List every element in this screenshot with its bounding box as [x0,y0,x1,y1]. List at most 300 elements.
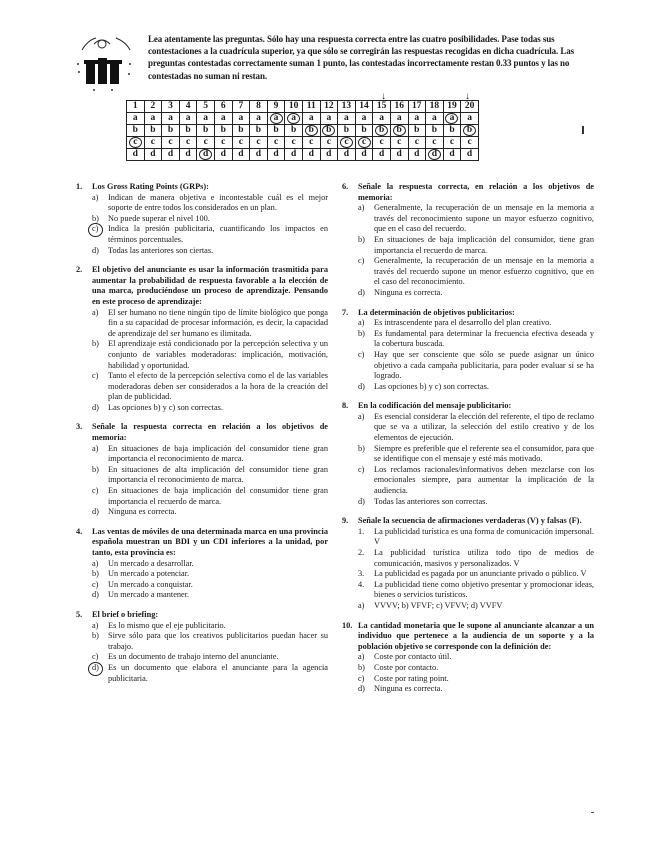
grid-cell-11-a[interactable] [302,113,320,125]
answer-option[interactable] [92,246,328,257]
grid-number: 14 [355,101,373,113]
grid-cell-10-b[interactable] [285,125,303,137]
page-mark [591,812,594,813]
option-text: Coste por rating point. [374,673,449,683]
answer-option[interactable] [358,652,594,663]
answer-option[interactable] [358,203,594,235]
option-letter: a) [92,558,99,568]
grid-number: 7 [232,101,250,113]
answer-option[interactable] [358,601,594,612]
grid-cell-12-b[interactable] [320,125,338,137]
grid-cell-8-c[interactable] [250,137,268,149]
question-7 [342,308,594,393]
grid-letter: b [343,125,350,135]
grid-cell-11-c[interactable] [302,137,320,149]
answer-option[interactable] [358,527,594,548]
grid-cell-13-c[interactable] [338,137,356,149]
grid-number: 8 [250,101,268,113]
grid-letter: d [396,149,402,159]
grid-letter: d [414,149,420,159]
grid-cell-15-b[interactable] [373,125,391,137]
grid-letter: c [168,137,173,147]
grid-letter: a [220,113,226,123]
answer-option[interactable] [92,465,328,486]
question-number: 4. [76,526,83,536]
option-text: En situaciones de baja implicación del consumidor tiene gran importancia el reconocimiento de marca. [108,443,328,464]
grid-cell-20-b[interactable] [461,125,479,137]
grid-cell-17-c[interactable] [408,137,426,149]
option-letter: a) [92,192,99,202]
grid-cell-10-a[interactable] [285,113,303,125]
grid-letter: d [308,149,314,159]
grid-cell-20-c[interactable] [461,137,479,149]
grid-cell-13-b[interactable] [338,125,356,137]
grid-letter: c [129,137,142,148]
option-text: Tanto el efecto de la percepción selectiva como el de las variables moderadoras deben ser considerados a la hora de la creación del plan de publicidad. [108,371,328,402]
grid-letter: c [150,137,155,147]
answer-option[interactable] [92,193,328,214]
grid-cell-11-b[interactable] [302,125,320,137]
grid-letter: b [203,125,209,135]
question-text: Señale la respuesta correcta en relación a los objetivos de memoria: [92,422,328,443]
grid-cell-15-d[interactable] [373,149,391,161]
grid-cell-3-a[interactable] [162,113,180,125]
option-text: Es intrascendente para el desarrollo del plan creativo. [374,318,552,328]
grid-cell-19-d[interactable] [443,149,461,161]
grid-cell-4-a[interactable] [179,113,197,125]
option-letter: c) [358,349,365,359]
option-text: Es un documento de trabajo interno del anunciante. [108,652,279,662]
answer-option[interactable] [358,318,594,329]
grid-letter: d [220,149,226,159]
grid-letter: d [167,149,174,159]
grid-letter: a [256,113,261,123]
answer-option[interactable] [358,684,594,695]
grid-letter: a [308,113,314,123]
grid-cell-9-d[interactable] [267,149,285,161]
grid-number: 20 [461,101,479,113]
answer-option[interactable] [358,580,594,601]
option-letter: a) [92,620,99,630]
answer-option[interactable] [92,590,328,601]
grid-cell-16-d[interactable] [390,149,408,161]
option-text: Hay que ser consciente que sólo se puede asignar un único objetivo a cada campaña publicitaria, para poder evaluar si se ha logrado. [374,349,594,381]
grid-cell-12-a[interactable] [320,113,338,125]
option-text: Ninguna es correcta. [108,507,177,517]
option-letter: d) [92,507,99,517]
grid-cell-1-d[interactable] [127,149,145,161]
question-5 [76,610,328,684]
grid-number: 1 [127,101,145,113]
question-heading [76,610,328,621]
option-text: Un mercado a conquistar. [108,579,193,589]
option-text: La publicidad turística es una forma de comunicación impersonal. V [374,526,594,547]
grid-cell-14-a[interactable] [355,113,373,125]
grid-cell-8-b[interactable] [250,125,268,137]
grid-letter: c [432,137,437,147]
option-text: Es lo mismo que el eje publicitario. [108,620,226,630]
option-letter: b) [358,662,365,672]
answer-option[interactable] [92,569,328,580]
grid-cell-8-a[interactable] [250,113,268,125]
answer-option[interactable] [358,497,594,508]
answer-option[interactable] [358,412,594,444]
questions-left-column [76,182,328,693]
answer-option[interactable] [92,652,328,663]
grid-cell-2-d[interactable] [144,149,162,161]
answer-option[interactable] [92,214,328,225]
grid-cell-14-d[interactable] [355,149,373,161]
grid-letter: c [414,137,419,147]
answer-option[interactable] [92,371,328,403]
question-heading [342,308,594,319]
option-letter: c) [92,371,99,381]
option-text: Generalmente, la recuperación de un mensaje en la memoria a través del recuerdo supone un menor esfuerzo cognitivo, que en el caso del reconocimiento. [374,256,594,287]
grid-letter: c [379,137,384,147]
answer-option[interactable] [358,288,594,299]
option-text: Ninguna es correcta. [374,684,443,694]
grid-letter: b [290,125,297,135]
answer-option[interactable] [358,382,594,393]
question-number: 7. [342,307,349,317]
grid-letter: b [414,125,420,135]
option-text: La publicidad tiene como objetivo presentar y promocionar ideas, bienes o servicios turísticos. [374,579,594,600]
grid-cell-11-d[interactable] [302,149,320,161]
grid-cell-17-a[interactable] [408,113,426,125]
option-letter: a) [92,307,99,317]
grid-letter: d [290,149,297,159]
grid-cell-5-d[interactable] [197,149,215,161]
grid-cell-10-d[interactable] [285,149,303,161]
grid-cell-16-c[interactable] [390,137,408,149]
question-number: 2. [76,265,83,275]
grid-cell-17-b[interactable] [408,125,426,137]
grid-cell-7-a[interactable] [232,113,250,125]
option-text: En situaciones de alta implicación del consumidor tiene gran importancia el reconocimiento de marca. [108,464,328,485]
question-text: El objetivo del anunciante es usar la información trasmitida para aumentar la probabilidad de respuesta favorable a la elección de una marca, produciéndose un proceso de aprendizaje. Pensando en este proceso de aprendizaje: [92,265,328,306]
option-letter: a) [358,318,365,328]
grid-letter: c [358,137,371,148]
grid-letter: c [397,137,402,147]
grid-cell-6-c[interactable] [214,137,232,149]
option-letter: d) [92,245,99,255]
option-text: Siempre es preferible que el referente sea el consumidor, para que se identifique con el mensaje y esté más motivado. [374,443,594,464]
grid-number: 17 [408,101,426,113]
option-letter: c) [358,464,365,474]
option-text: Ninguna es correcta. [374,287,443,297]
margin-mark [582,126,584,134]
answer-option[interactable] [358,569,594,580]
grid-cell-14-b[interactable] [355,125,373,137]
grid-cell-13-a[interactable] [338,113,356,125]
grid-cell-18-b[interactable] [426,125,444,137]
question-1 [76,182,328,256]
grid-cell-3-c[interactable] [162,137,180,149]
grid-letter: b [273,125,279,135]
option-letter: a) [358,411,365,421]
grid-letter: d [361,149,367,159]
answer-option[interactable] [92,339,328,371]
option-letter: c) [92,652,99,662]
question-number: 10. [342,620,353,630]
option-text: Coste por contacto útil. [374,652,452,662]
option-letter: d) [358,496,365,506]
question-heading [342,182,594,203]
grid-cell-10-c[interactable] [285,137,303,149]
answer-option[interactable] [92,663,328,684]
grid-cell-18-c[interactable] [426,137,444,149]
answer-option[interactable] [92,631,328,652]
grid-cell-8-d[interactable] [250,149,268,161]
question-6 [342,182,594,299]
grid-letter: c [221,137,226,147]
grid-letter: a [432,113,437,123]
grid-cell-15-a[interactable] [373,113,391,125]
option-text: Es fundamental para determinar la frecuencia efectiva deseada y la cobertura buscada. [374,328,594,349]
grid-cell-2-b[interactable] [144,125,162,137]
question-heading [76,527,328,559]
grid-number: 19 [443,101,461,113]
grid-number: 3 [162,101,180,113]
grid-cell-3-b[interactable] [162,125,180,137]
grid-letter: a [467,113,472,123]
option-text: Indica la presión publicitaria, cuantificando los impactos en términos porcentuales. [108,224,328,244]
answer-option[interactable] [92,224,328,245]
grid-letter: d [150,149,156,159]
grid-number: 9 [267,101,285,113]
grid-letter: d [132,149,138,159]
answer-option[interactable] [358,465,594,497]
option-letter: 4. [358,579,365,589]
grid-cell-12-c[interactable] [320,137,338,149]
answer-option[interactable] [92,486,328,507]
option-letter: b) [358,443,365,453]
answer-option[interactable] [358,674,594,685]
option-letter: b) [92,569,99,579]
grid-cell-18-d[interactable] [426,149,444,161]
grid-letter: b [220,125,226,135]
answer-option[interactable] [92,444,328,465]
option-letter: d) [92,402,99,412]
grid-number: 18 [426,101,444,113]
answer-option[interactable] [92,507,328,518]
grid-letter: b [463,125,476,136]
grid-number: 6 [214,101,232,113]
grid-cell-4-b[interactable] [179,125,197,137]
question-2 [76,265,328,413]
grid-letter: b [185,125,191,135]
grid-number: 4 [179,101,197,113]
question-text: En la codificación del mensaje publicitario: [358,401,512,411]
option-letter: c) [358,256,365,266]
arrow-q13-icon: ↓ [381,91,386,102]
grid-cell-14-c[interactable] [355,137,373,149]
option-letter: a) [358,203,365,213]
question-number: 1. [76,182,83,191]
grid-cell-2-a[interactable] [144,113,162,125]
grid-cell-5-a[interactable] [197,113,215,125]
option-letter: 1. [358,526,365,536]
grid-letter: a [270,113,283,124]
grid-cell-9-b[interactable] [267,125,285,137]
question-heading [342,401,594,412]
grid-cell-4-d[interactable] [179,149,197,161]
answer-option[interactable] [358,444,594,465]
option-text: Las opciones b) y c) son correctas. [108,402,223,412]
grid-cell-5-b[interactable] [197,125,215,137]
answer-option[interactable] [358,329,594,350]
grid-cell-17-d[interactable] [408,149,426,161]
grid-letter: b [449,125,455,135]
grid-letter: d [428,149,441,160]
option-text: Un mercado a desarrollar. [108,558,194,568]
grid-cell-19-a[interactable] [443,113,461,125]
grid-number: 15 [373,101,391,113]
grid-cell-6-b[interactable] [214,125,232,137]
answer-option[interactable] [358,256,594,288]
grid-letter: c [467,137,472,147]
question-text: Las ventas de móviles de una determinada marca en una provincia española muestran un BDI y un CDI inferiores a la unidad, por tanto, esta provincia es: [92,526,328,557]
grid-letter: c [256,137,261,147]
grid-letter: d [185,149,191,159]
grid-letter: b [167,125,174,135]
question-text: La cantidad monetaria que le supone al anunciante alcanzar a un individuo que pertenece a la audiencia de un soporte y a la población objetivo se corresponde con la definición de: [358,620,594,651]
grid-letter: d [378,149,385,159]
question-text: Señale la secuencia de afirmaciones verdaderas (V) y falsas (F). [358,516,582,526]
grid-cell-7-d[interactable] [232,149,250,161]
grid-cell-1-b[interactable] [127,125,145,137]
grid-cell-1-a[interactable] [127,113,145,125]
grid-letter: a [168,113,173,123]
option-text: Generalmente, la recuperación de un mensaje en la memoria a través del reconocimiento supone un mayor esfuerzo cognitivo, que en el caso del recuerdo. [374,203,594,234]
grid-letter: d [199,149,212,160]
option-letter: b) [92,213,99,223]
grid-number: 10 [285,101,303,113]
option-letter: d) [358,684,365,694]
grid-cell-19-b[interactable] [443,125,461,137]
grid-cell-6-d[interactable] [214,149,232,161]
grid-cell-5-c[interactable] [197,137,215,149]
grid-letter: b [255,125,262,135]
grid-cell-15-c[interactable] [373,137,391,149]
answer-option[interactable] [92,308,328,340]
grid-letter: c [449,137,455,147]
answer-option[interactable] [92,403,328,414]
question-text: Los Gross Rating Points (GRPs): [92,182,209,191]
arrow-q18-icon: ↓ [465,91,470,102]
question-number: 5. [76,609,83,619]
question-number: 3. [76,422,83,432]
answer-option[interactable] [358,350,594,382]
grid-cell-19-c[interactable] [443,137,461,149]
grid-cell-13-d[interactable] [338,149,356,161]
grid-cell-7-c[interactable] [232,137,250,149]
option-text: El aprendizaje está condicionado por la percepción selectiva y un conjunto de variables moderadoras: implicación, motivación, habilidad y oportunidad. [108,339,328,370]
option-text: Todas las anteriores son ciertas. [108,245,214,255]
option-text: Un mercado a potenciar. [108,569,190,579]
grid-letter: b [393,125,406,136]
answer-option[interactable] [92,621,328,632]
grid-letter: d [255,149,262,159]
answer-option[interactable] [358,663,594,674]
grid-letter: d [343,149,350,159]
option-letter: c) [92,486,99,496]
option-letter: b) [92,339,99,349]
grid-letter: a [203,113,209,123]
grid-cell-7-b[interactable] [232,125,250,137]
grid-cell-2-c[interactable] [144,137,162,149]
grid-letter: c [340,137,353,148]
grid-cell-18-a[interactable] [426,113,444,125]
question-text: Señale la respuesta correcta, en relación a los objetivos de memoria: [358,182,594,202]
grid-number: 16 [390,101,408,113]
grid-letter: a [344,113,349,123]
grid-cell-1-c[interactable] [127,137,145,149]
grid-cell-3-d[interactable] [162,149,180,161]
answer-option[interactable] [358,235,594,256]
grid-cell-20-d[interactable] [461,149,479,161]
grid-letter: b [431,125,438,135]
option-letter: 2. [358,548,365,557]
option-text: Un mercado a mantener. [108,590,190,600]
grid-letter: c [185,137,191,147]
grid-letter: a [326,113,332,123]
question-4 [76,527,328,601]
grid-letter: c [203,137,208,147]
answer-option[interactable] [92,580,328,591]
option-text: Las opciones b) y c) son correctas. [374,381,489,391]
grid-letter: a [445,113,458,124]
grid-letter: b [305,125,318,136]
grid-cell-16-b[interactable] [390,125,408,137]
question-number: 9. [342,516,349,526]
grid-number: 2 [144,101,162,113]
grid-letter: a [361,113,367,123]
question-heading [76,182,328,193]
grid-number: 12 [320,101,338,113]
question-text: La determinación de objetivos publicitarios: [358,307,515,317]
grid-number: 11 [302,101,320,113]
option-text: VVVV; b) VFVF; c) VFVV; d) VVFV [374,600,503,610]
option-letter: b) [358,234,365,244]
option-letter: a) [358,652,365,662]
option-text: Es esencial considerar la elección del referente, el tipo de reclamo que se va a utilizar, la selección del estilo creativo y de los elementos de ejecución. [374,411,594,443]
grid-letter: b [132,125,138,135]
grid-cell-4-c[interactable] [179,137,197,149]
grid-cell-12-d[interactable] [320,149,338,161]
grid-cell-6-a[interactable] [214,113,232,125]
option-letter: d) [92,663,108,684]
option-letter: 3. [358,569,365,579]
option-text: Indican de manera objetiva e incontestable cuál es el mejor soporte de entre todos los considerados en un plan. [108,192,328,213]
option-text: En situaciones de baja implicación del consumidor, tiene gran importancia el recuerdo de marca. [374,234,594,255]
grid-cell-9-a[interactable] [267,113,285,125]
option-text: No puede superar el nivel 100. [108,213,210,223]
question-number: 6. [342,182,349,191]
grid-letter: d [326,149,332,159]
grid-cell-9-c[interactable] [267,137,285,149]
grid-letter: c [291,137,296,147]
grid-letter: b [375,125,388,136]
grid-cell-20-a[interactable] [461,113,479,125]
answer-option[interactable] [358,548,594,569]
grid-letter: c [309,137,314,147]
grid-cell-16-a[interactable] [390,113,408,125]
answer-option[interactable] [92,559,328,570]
option-letter: a) [92,443,99,453]
option-text: Los reclamos racionales/informativos deben mezclarse con los emocionales siempre, para aumentar la implicación de la audiencia. [374,464,594,496]
option-text: La publicidad es pagada por un anunciante privado o público. V [374,569,587,579]
